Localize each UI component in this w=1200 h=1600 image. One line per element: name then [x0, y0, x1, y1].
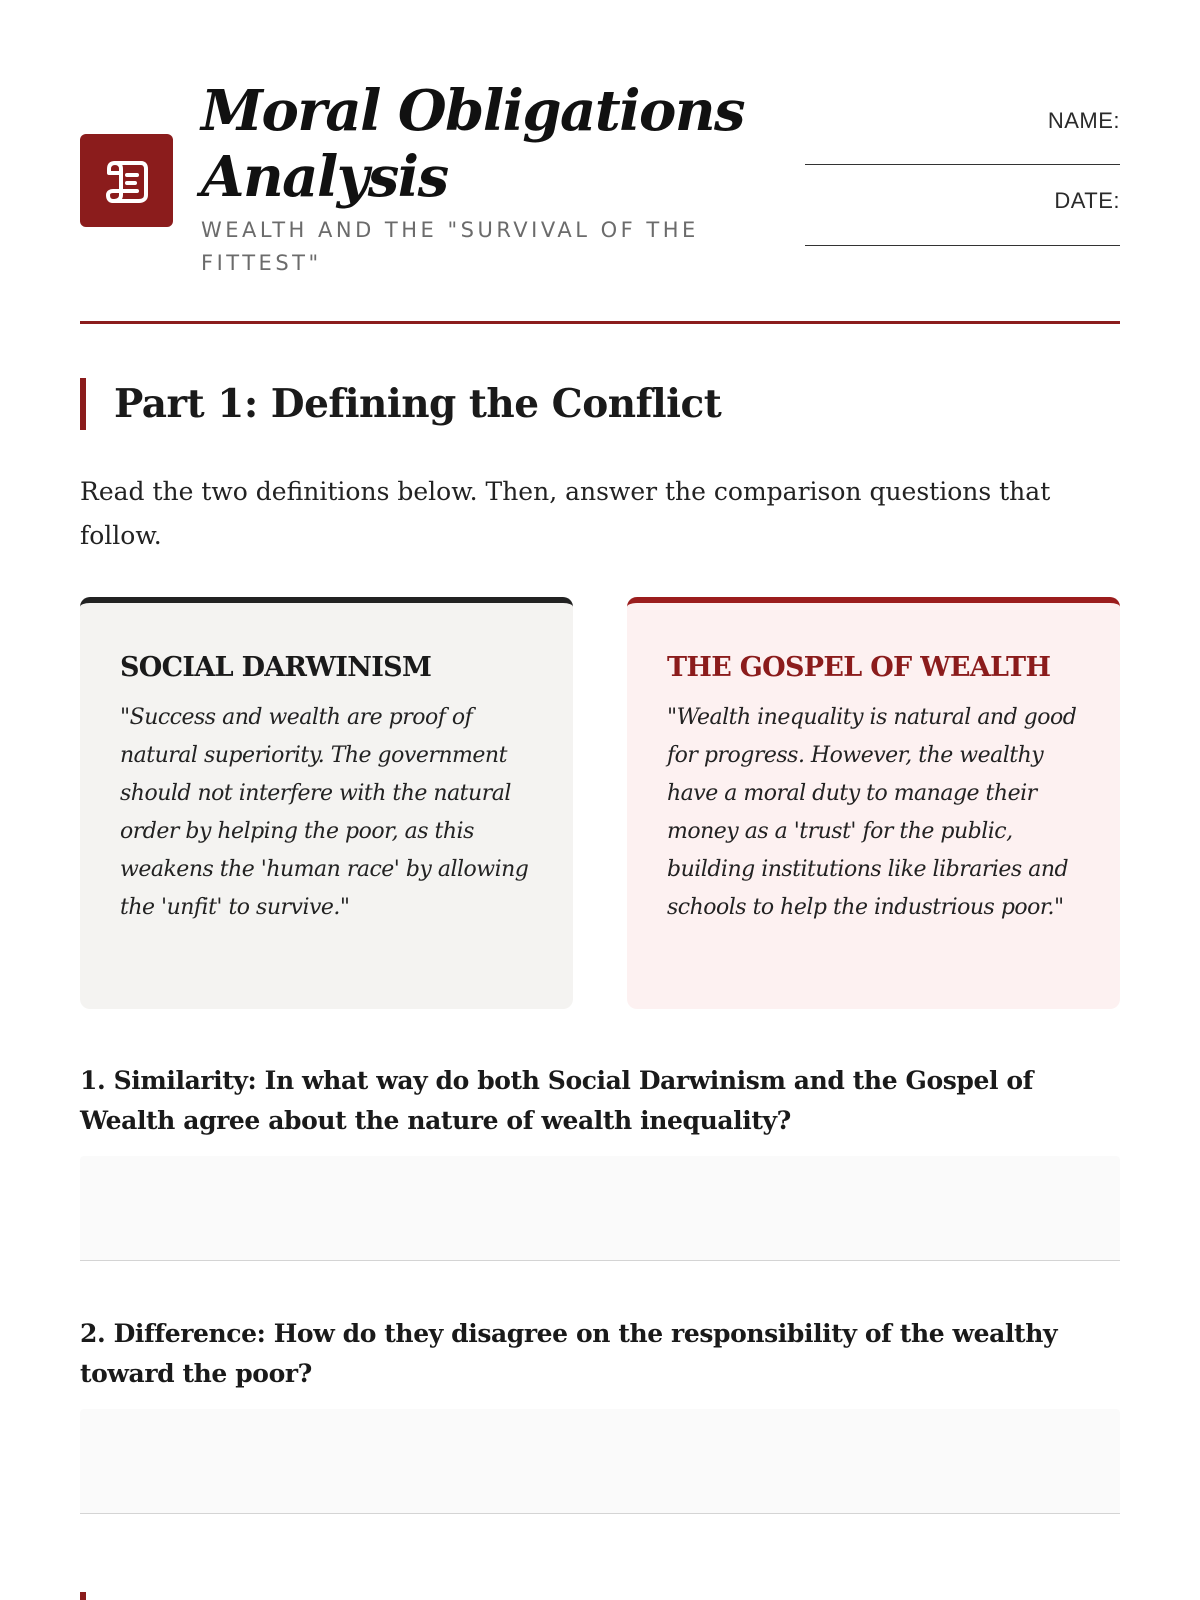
name-field[interactable]	[805, 164, 1120, 165]
definition-quote: "Wealth inequality is natural and good for progress. However, the wealthy have a moral duty to manage their money as a 'trust' for the public, building institutions like libraries and schools to help the industrious poor."	[667, 705, 1077, 920]
logo-badge	[80, 134, 173, 227]
worksheet-page	[80, 0, 1120, 1600]
section-intro: Read the two definitions below. Then, answer the comparison questions that follow.	[80, 477, 1051, 550]
definition-card-social-darwinism	[80, 597, 573, 1009]
question-2: 2. Difference: How do they disagree on the responsibility of the wealthy toward the poor?	[80, 1319, 1058, 1388]
definition-card-gospel-of-wealth	[627, 597, 1120, 1009]
definition-title: THE GOSPEL OF WEALTH	[667, 652, 1051, 683]
next-section-accent-bar	[80, 1592, 86, 1600]
page-title: Moral Obligations Analysis	[201, 78, 745, 210]
page-subtitle: WEALTH AND THE "SURVIVAL OF THE FITTEST"	[201, 218, 699, 275]
name-label: NAME:	[1047, 108, 1120, 133]
section-accent-bar	[80, 378, 86, 430]
answer-box-2[interactable]	[80, 1409, 1120, 1514]
section-title: Part 1: Defining the Conflict	[114, 381, 722, 427]
scroll-icon	[101, 155, 153, 207]
question-1: 1. Similarity: In what way do both Social Darwinism and the Gospel of Wealth agree about the nature of wealth inequality?	[80, 1066, 1034, 1135]
answer-box-1[interactable]	[80, 1156, 1120, 1261]
date-label: DATE:	[1054, 188, 1120, 213]
header-divider	[80, 321, 1120, 324]
definition-title: SOCIAL DARWINISM	[120, 652, 432, 683]
definition-quote: "Success and wealth are proof of natural superiority. The government should not interfere with the natural order by helping the poor, as this weakens the 'human race' by allowing the 'unfit' to survive."	[120, 705, 529, 920]
date-field[interactable]	[805, 245, 1120, 246]
